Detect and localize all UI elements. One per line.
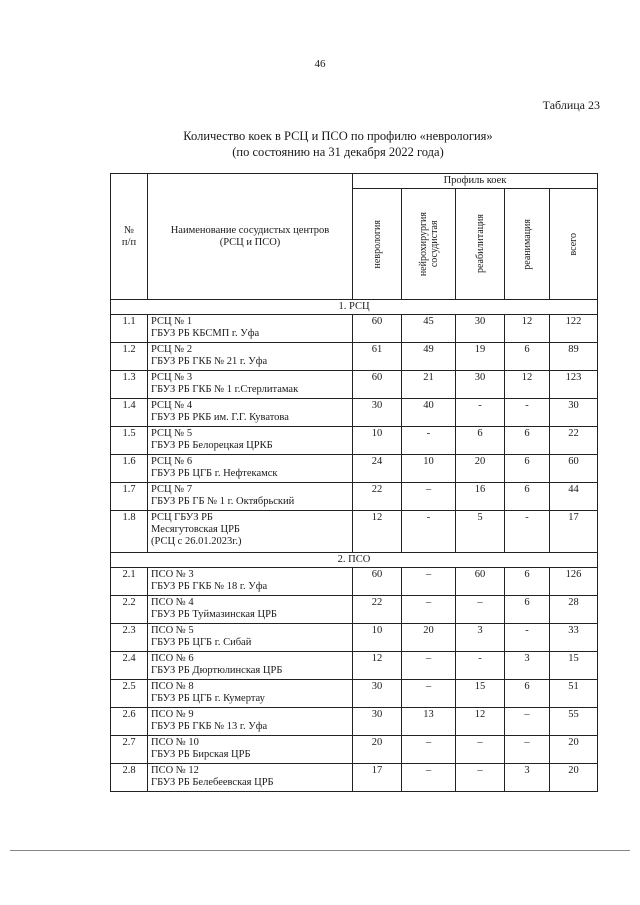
header-num: № п/п	[111, 174, 148, 300]
table-row	[111, 483, 598, 511]
row-number: 2.1	[111, 568, 148, 596]
value-neurosurgery: –	[402, 596, 456, 624]
value-total: 17	[550, 511, 598, 553]
document-title	[0, 128, 640, 160]
center-name: РСЦ № 2 ГБУЗ РБ ГКБ № 21 г. Уфа	[148, 343, 353, 371]
value-rehabilitation: 30	[456, 315, 505, 343]
value-total: 30	[550, 399, 598, 427]
value-neurology: 20	[353, 736, 402, 764]
value-rehabilitation: 6	[456, 427, 505, 455]
table-row	[111, 680, 598, 708]
value-total: 122	[550, 315, 598, 343]
center-name: РСЦ ГБУЗ РБ Месягутовская ЦРБ (РСЦ с 26.01.2023г.)	[148, 511, 353, 553]
row-number: 2.8	[111, 764, 148, 792]
value-neurosurgery: 20	[402, 624, 456, 652]
table-row	[111, 568, 598, 596]
value-neurology: 10	[353, 624, 402, 652]
value-neurology: 10	[353, 427, 402, 455]
value-neurology: 60	[353, 371, 402, 399]
value-icu: 3	[505, 652, 550, 680]
table-row	[111, 455, 598, 483]
header-col-total: всего	[550, 189, 598, 300]
value-neurosurgery: –	[402, 680, 456, 708]
value-neurosurgery: 40	[402, 399, 456, 427]
value-neurosurgery: –	[402, 483, 456, 511]
value-icu: 6	[505, 427, 550, 455]
center-name: ПСО № 5 ГБУЗ РБ ЦГБ г. Сибай	[148, 624, 353, 652]
value-neurosurgery: 13	[402, 708, 456, 736]
section-row	[111, 553, 598, 568]
value-total: 28	[550, 596, 598, 624]
value-total: 55	[550, 708, 598, 736]
value-icu: 3	[505, 764, 550, 792]
header-profile: Профиль коек	[353, 174, 598, 189]
value-neurosurgery: 45	[402, 315, 456, 343]
title-line-1: Количество коек в РСЦ и ПСО по профилю «неврология»	[183, 129, 493, 143]
value-total: 33	[550, 624, 598, 652]
value-neurosurgery: –	[402, 764, 456, 792]
value-icu: 6	[505, 343, 550, 371]
value-neurology: 30	[353, 399, 402, 427]
value-total: 44	[550, 483, 598, 511]
row-number: 2.2	[111, 596, 148, 624]
value-rehabilitation: 30	[456, 371, 505, 399]
value-icu: 6	[505, 680, 550, 708]
center-name: РСЦ № 3 ГБУЗ РБ ГКБ № 1 г.Стерлитамак	[148, 371, 353, 399]
value-icu: –	[505, 736, 550, 764]
value-total: 15	[550, 652, 598, 680]
header-col-neurology: неврология	[353, 189, 402, 300]
center-name: РСЦ № 5 ГБУЗ РБ Белорецкая ЦРКБ	[148, 427, 353, 455]
value-neurology: 61	[353, 343, 402, 371]
beds-table	[110, 173, 598, 792]
table-row	[111, 399, 598, 427]
center-name: ПСО № 3 ГБУЗ РБ ГКБ № 18 г. Уфа	[148, 568, 353, 596]
value-rehabilitation: 60	[456, 568, 505, 596]
value-neurology: 24	[353, 455, 402, 483]
row-number: 2.5	[111, 680, 148, 708]
table-row	[111, 764, 598, 792]
value-neurosurgery: -	[402, 427, 456, 455]
value-rehabilitation: –	[456, 736, 505, 764]
value-neurosurgery: 10	[402, 455, 456, 483]
table-row	[111, 315, 598, 343]
value-icu: -	[505, 511, 550, 553]
section-title: 2. ПСО	[111, 553, 598, 568]
center-name: РСЦ № 6 ГБУЗ РБ ЦГБ г. Нефтекамск	[148, 455, 353, 483]
table-row	[111, 371, 598, 399]
value-icu: 12	[505, 315, 550, 343]
value-total: 20	[550, 764, 598, 792]
table-row	[111, 708, 598, 736]
value-neurosurgery: -	[402, 511, 456, 553]
row-number: 1.7	[111, 483, 148, 511]
center-name: ПСО № 10 ГБУЗ РБ Бирская ЦРБ	[148, 736, 353, 764]
title-line-2: (по состоянию на 31 декабря 2022 года)	[232, 145, 444, 159]
value-icu: –	[505, 708, 550, 736]
center-name: РСЦ № 4 ГБУЗ РБ РКБ им. Г.Г. Куватова	[148, 399, 353, 427]
row-number: 1.2	[111, 343, 148, 371]
table-row	[111, 343, 598, 371]
value-neurology: 12	[353, 511, 402, 553]
value-neurology: 12	[353, 652, 402, 680]
table-row	[111, 511, 598, 553]
row-number: 1.1	[111, 315, 148, 343]
header-col-neurosurgery: нейрохирургия сосудистая	[402, 189, 456, 300]
value-rehabilitation: -	[456, 652, 505, 680]
table-row	[111, 624, 598, 652]
header-col-rehabilitation: реабилитация	[456, 189, 505, 300]
value-neurology: 60	[353, 568, 402, 596]
value-neurology: 30	[353, 680, 402, 708]
row-number: 1.3	[111, 371, 148, 399]
value-rehabilitation: 5	[456, 511, 505, 553]
center-name: ПСО № 12 ГБУЗ РБ Белебеевская ЦРБ	[148, 764, 353, 792]
table-label: Таблица 23	[542, 98, 600, 112]
center-name: РСЦ № 1 ГБУЗ РБ КБСМП г. Уфа	[148, 315, 353, 343]
value-icu: -	[505, 624, 550, 652]
table-row	[111, 596, 598, 624]
header-name: Наименование сосудистых центров (РСЦ и ПСО)	[148, 174, 353, 300]
table-row	[111, 736, 598, 764]
section-row	[111, 300, 598, 315]
value-neurology: 30	[353, 708, 402, 736]
center-name: ПСО № 9 ГБУЗ РБ ГКБ № 13 г. Уфа	[148, 708, 353, 736]
value-total: 89	[550, 343, 598, 371]
header-row-1	[111, 174, 598, 189]
value-neurosurgery: –	[402, 736, 456, 764]
value-neurology: 17	[353, 764, 402, 792]
value-total: 22	[550, 427, 598, 455]
value-total: 60	[550, 455, 598, 483]
value-rehabilitation: –	[456, 764, 505, 792]
row-number: 1.4	[111, 399, 148, 427]
value-neurosurgery: 49	[402, 343, 456, 371]
value-neurosurgery: –	[402, 652, 456, 680]
table-row	[111, 427, 598, 455]
value-rehabilitation: 16	[456, 483, 505, 511]
header-col-icu: реанимация	[505, 189, 550, 300]
row-number: 2.6	[111, 708, 148, 736]
value-icu: 12	[505, 371, 550, 399]
row-number: 1.6	[111, 455, 148, 483]
center-name: ПСО № 6 ГБУЗ РБ Дюртюлинская ЦРБ	[148, 652, 353, 680]
value-neurosurgery: –	[402, 568, 456, 596]
value-total: 20	[550, 736, 598, 764]
value-rehabilitation: 19	[456, 343, 505, 371]
value-rehabilitation: –	[456, 596, 505, 624]
value-icu: 6	[505, 483, 550, 511]
value-neurosurgery: 21	[402, 371, 456, 399]
table-row	[111, 652, 598, 680]
value-rehabilitation: 12	[456, 708, 505, 736]
page-bottom-rule	[10, 850, 630, 851]
value-neurology: 22	[353, 596, 402, 624]
row-number: 1.5	[111, 427, 148, 455]
value-total: 123	[550, 371, 598, 399]
value-icu: 6	[505, 455, 550, 483]
center-name: РСЦ № 7 ГБУЗ РБ ГБ № 1 г. Октябрьский	[148, 483, 353, 511]
value-total: 51	[550, 680, 598, 708]
row-number: 2.7	[111, 736, 148, 764]
value-rehabilitation: -	[456, 399, 505, 427]
value-neurology: 22	[353, 483, 402, 511]
value-icu: -	[505, 399, 550, 427]
value-neurology: 60	[353, 315, 402, 343]
value-rehabilitation: 15	[456, 680, 505, 708]
value-rehabilitation: 20	[456, 455, 505, 483]
section-title: 1. РСЦ	[111, 300, 598, 315]
row-number: 1.8	[111, 511, 148, 553]
center-name: ПСО № 4 ГБУЗ РБ Туймазинская ЦРБ	[148, 596, 353, 624]
center-name: ПСО № 8 ГБУЗ РБ ЦГБ г. Кумертау	[148, 680, 353, 708]
value-total: 126	[550, 568, 598, 596]
row-number: 2.3	[111, 624, 148, 652]
value-icu: 6	[505, 596, 550, 624]
value-icu: 6	[505, 568, 550, 596]
row-number: 2.4	[111, 652, 148, 680]
value-rehabilitation: 3	[456, 624, 505, 652]
page-number: 46	[314, 58, 326, 70]
